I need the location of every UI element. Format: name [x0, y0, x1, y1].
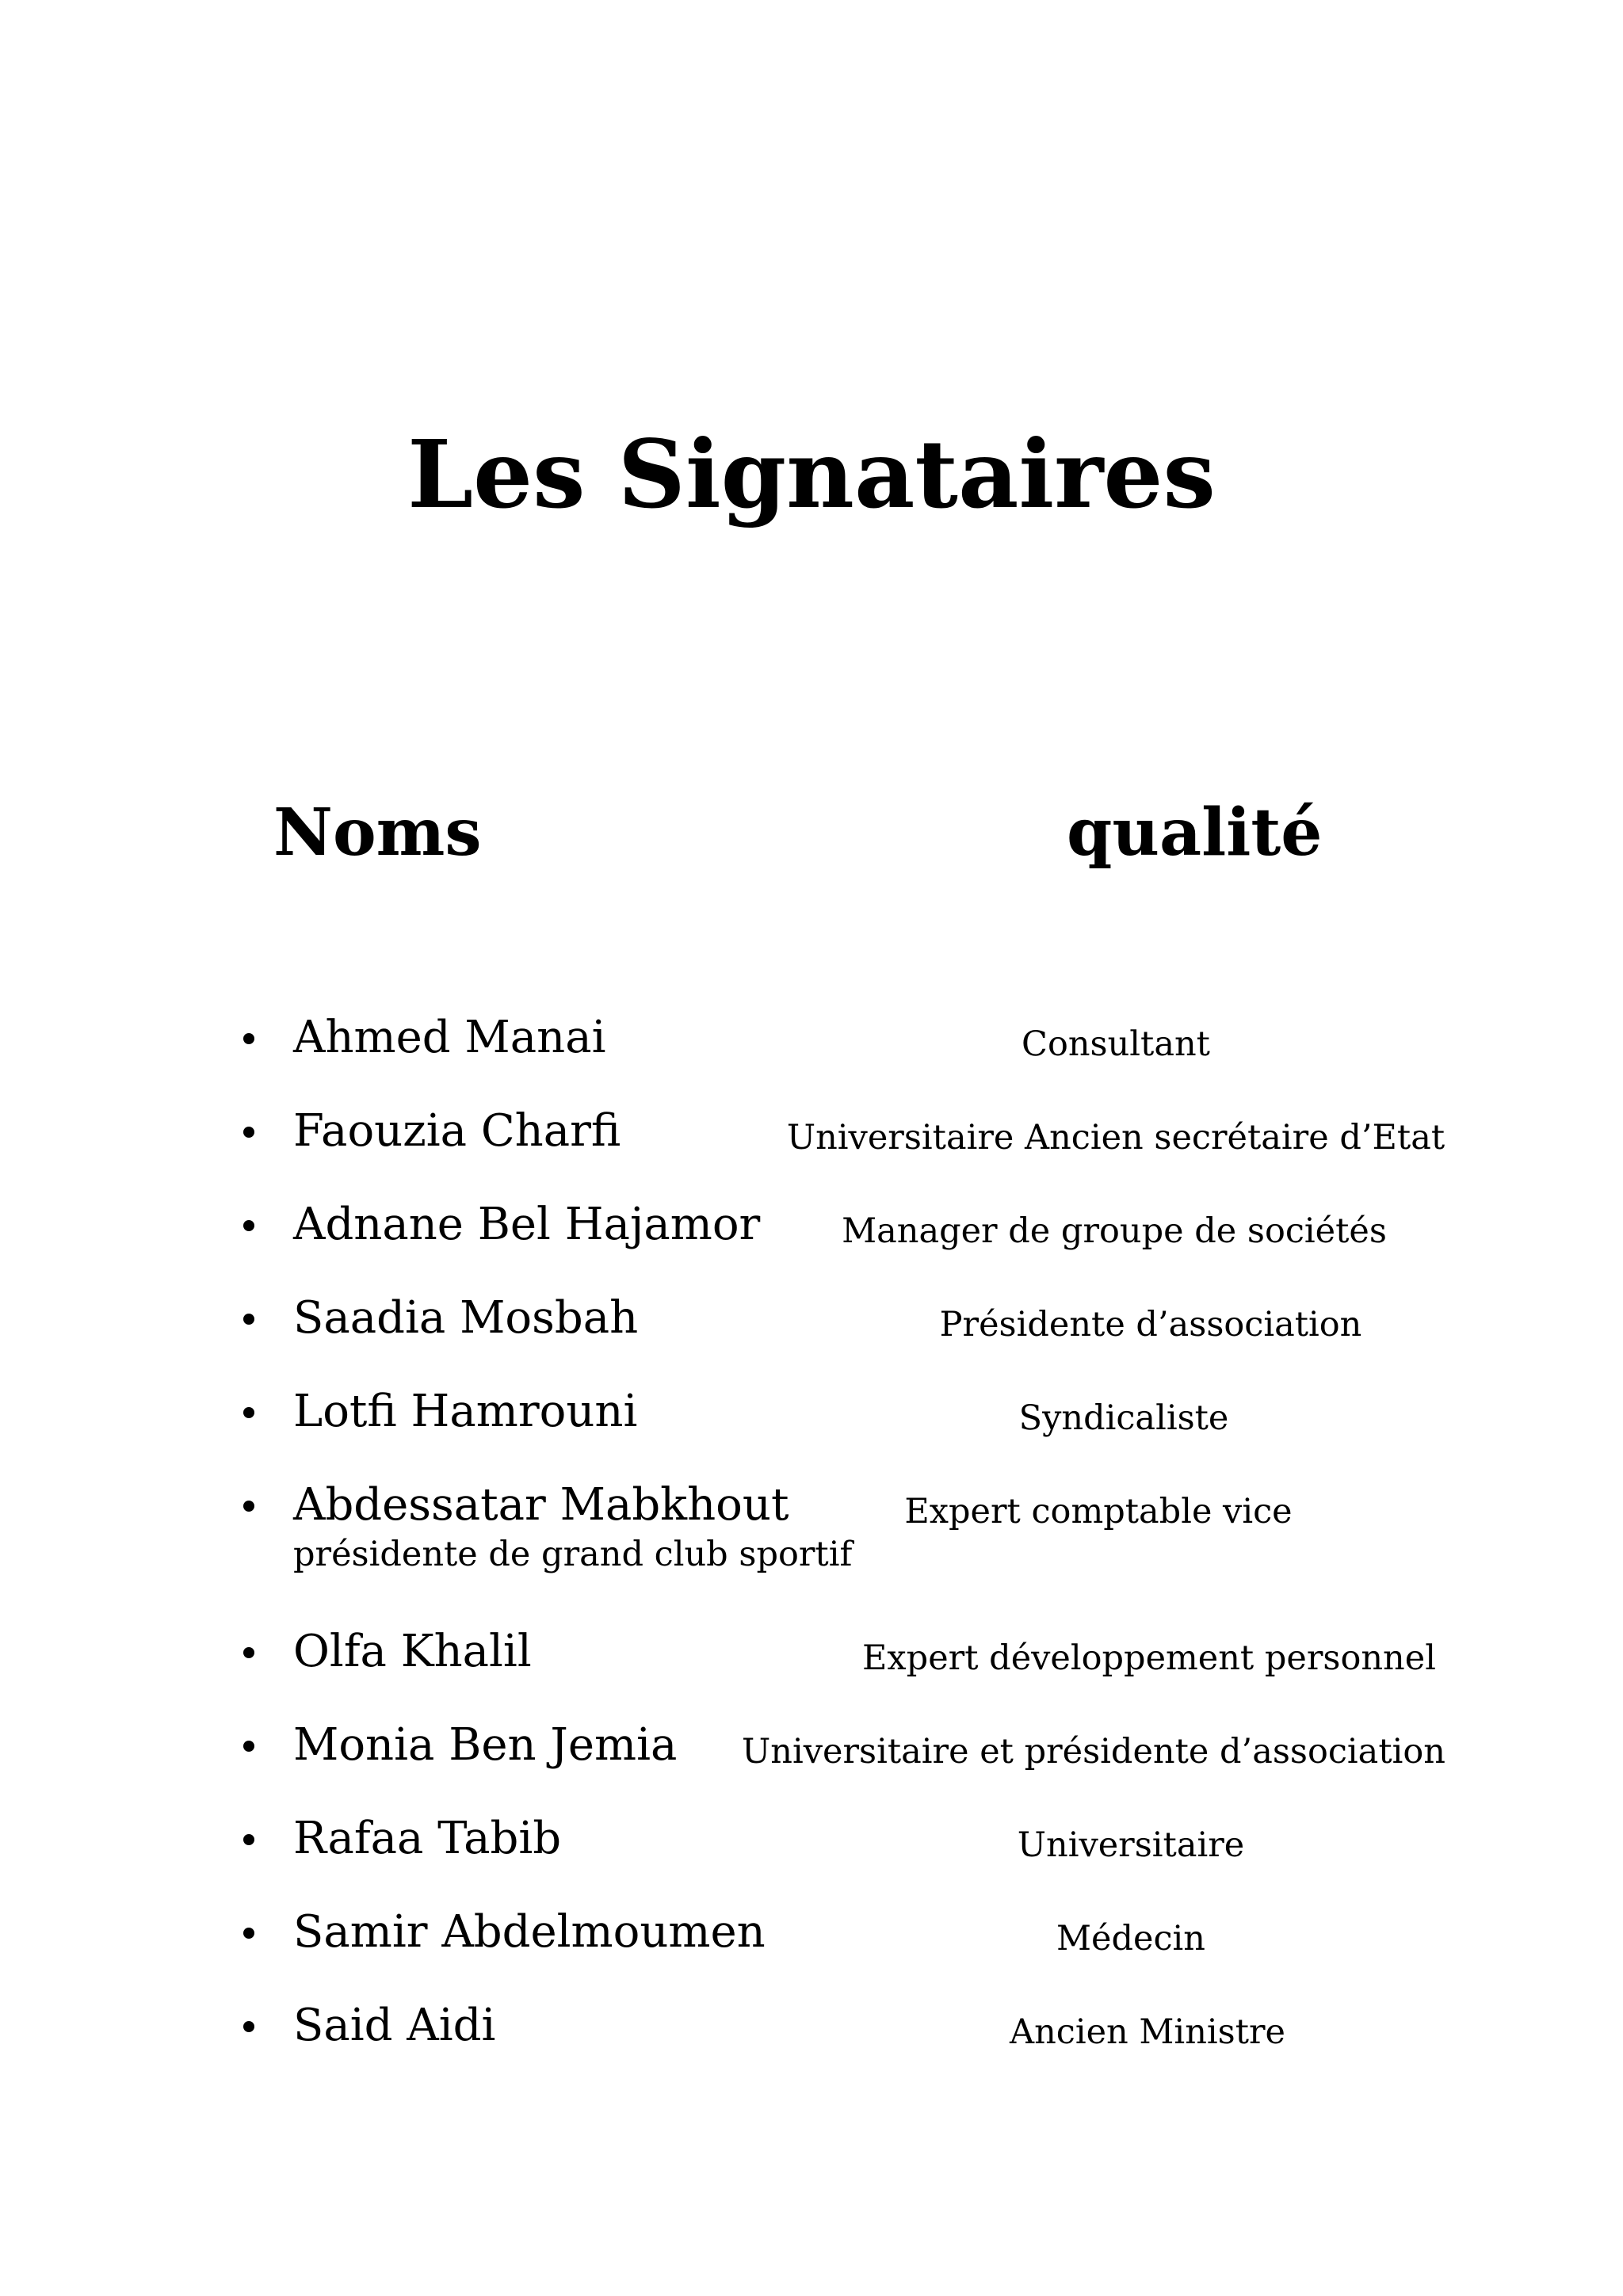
bullet-icon [243, 1834, 254, 1845]
list-item [0, 1193, 1623, 1257]
signatory-role-continued: présidente de grand club sportif [293, 1535, 853, 1574]
list-item [0, 1380, 1623, 1444]
page-title: Les Signataires [407, 419, 1216, 529]
signatory-role: Ancien Ministre [1010, 2012, 1285, 2052]
bullet-icon [243, 1127, 254, 1138]
list-item [0, 1474, 1623, 1574]
bullet-icon [243, 1647, 254, 1658]
signatory-role: Syndicaliste [1018, 1398, 1229, 1438]
signatory-name: Said Aidi [293, 2000, 496, 2051]
bullet-icon [243, 1741, 254, 1752]
signatory-name: Abdessatar Mabkhout [293, 1479, 789, 1531]
list-item [0, 1714, 1623, 1777]
signatory-role: Universitaire Ancien secrétaire d’Etat [786, 1118, 1445, 1158]
signatory-role: Consultant [1022, 1024, 1210, 1064]
signatory-name: Adnane Bel Hajamor [293, 1199, 761, 1250]
signatory-name: Saadia Mosbah [293, 1292, 639, 1344]
list-item [0, 1006, 1623, 1070]
list-item [0, 1100, 1623, 1163]
signatory-name: Ahmed Manai [293, 1012, 606, 1063]
signatory-name: Olfa Khalil [293, 1626, 532, 1677]
list-item [0, 1994, 1623, 2058]
list-item [0, 1901, 1623, 1964]
signatory-role: Expert développement personnel [862, 1638, 1436, 1678]
signatory-name: Samir Abdelmoumen [293, 1906, 766, 1958]
signatory-role: Médecin [1056, 1919, 1205, 1958]
bullet-icon [243, 1220, 254, 1231]
signatory-role: Universitaire et présidente d’association [742, 1732, 1445, 1772]
bullet-icon [243, 1928, 254, 1939]
signatory-name: Rafaa Tabib [293, 1813, 562, 1864]
bullet-icon [243, 1314, 254, 1325]
signatory-name: Lotfi Hamrouni [293, 1386, 638, 1437]
signatory-name: Monia Ben Jemia [293, 1719, 678, 1771]
list-item [0, 1620, 1623, 1684]
signatory-role: Manager de groupe de sociétés [842, 1211, 1387, 1251]
list-item [0, 1807, 1623, 1871]
signatory-role: Expert comptable vice [904, 1492, 1293, 1531]
bullet-icon [243, 1501, 254, 1512]
signatory-role: Universitaire [1017, 1825, 1245, 1865]
signatory-name: Faouzia Charfi [293, 1105, 621, 1157]
roles-column-header: qualité [1067, 795, 1323, 871]
bullet-icon [243, 1407, 254, 1418]
bullet-icon [243, 2021, 254, 2032]
signatory-role: Présidente d’association [939, 1305, 1362, 1344]
list-item [0, 1287, 1623, 1350]
bullet-icon [243, 1033, 254, 1044]
names-column-header: Noms [273, 795, 482, 871]
